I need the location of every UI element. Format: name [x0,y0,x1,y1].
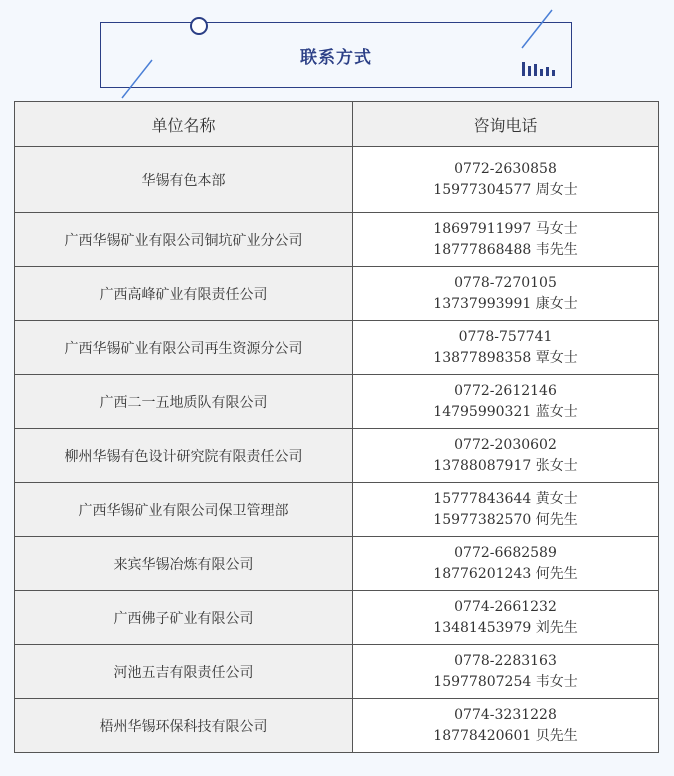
phone-cell [353,483,659,537]
unit-name-cell: 柳州华锡有色设计研究院有限责任公司 [15,429,353,483]
phone-line: 13788087917 张女士 [433,457,578,474]
phone-line: 18777868488 韦先生 [433,241,578,258]
unit-name-cell: 河池五吉有限责任公司 [15,645,353,699]
phone-line: 0774-2661232 [454,598,557,615]
phone-line: 0778-2283163 [454,652,557,669]
phone-line: 18697911997 马女士 [433,220,578,237]
phone-line: 13481453979 刘先生 [433,619,578,636]
unit-name-cell: 广西华锡矿业有限公司铜坑矿业分公司 [15,213,353,267]
phone-cell [353,213,659,267]
table-row [15,213,659,267]
phone-line: 18778420601 贝先生 [433,727,578,744]
unit-name-cell: 华锡有色本部 [15,147,353,213]
phone-line: 0778-7270105 [454,274,557,291]
phone-line: 13877898358 覃女士 [433,349,578,366]
unit-name-cell: 来宾华锡冶炼有限公司 [15,537,353,591]
table-row [15,699,659,753]
decor-line-left [122,60,152,98]
phone-line: 15977807254 韦女士 [433,673,578,690]
phone-cell [353,591,659,645]
phone-cell [353,375,659,429]
table-row [15,537,659,591]
phone-cell [353,429,659,483]
phone-line: 14795990321 蓝女士 [433,403,578,420]
table-row [15,591,659,645]
decor-line-right [522,10,552,48]
table-row [15,645,659,699]
unit-name-cell: 广西佛子矿业有限公司 [15,591,353,645]
phone-line: 18776201243 何先生 [433,565,578,582]
table-row [15,321,659,375]
phone-line: 13737993991 康女士 [433,295,578,312]
phone-line: 0772-2612146 [454,382,557,399]
phone-line: 15977304577 周女士 [433,181,578,198]
header-phone: 咨询电话 [353,102,659,147]
phone-cell [353,645,659,699]
phone-cell [353,699,659,753]
phone-line: 0778-757741 [458,328,553,345]
unit-name-cell: 广西二一五地质队有限公司 [15,375,353,429]
phone-line: 15977382570 何先生 [433,511,578,528]
unit-name-cell: 广西华锡矿业有限公司再生资源分公司 [15,321,353,375]
title-decoration [0,0,674,110]
table-row [15,147,659,213]
unit-name-cell: 梧州华锡环保科技有限公司 [15,699,353,753]
phone-line: 0774-3231228 [454,706,557,723]
header-unit-name: 单位名称 [15,102,353,147]
phone-line: 0772-2030602 [454,436,557,453]
table-row [15,375,659,429]
decor-circle [191,18,207,34]
phone-cell [353,147,659,213]
table-header-row [15,102,659,147]
phone-line: 0772-2630858 [454,160,557,177]
phone-cell [353,267,659,321]
bar-chart-icon [522,58,562,78]
contact-table [14,101,659,753]
phone-cell [353,537,659,591]
page-title: 联系方式 [300,47,372,68]
table-row [15,429,659,483]
unit-name-cell: 广西高峰矿业有限责任公司 [15,267,353,321]
table-row [15,267,659,321]
table-row [15,483,659,537]
phone-line: 0772-6682589 [454,544,557,561]
phone-line: 15777843644 黄女士 [433,490,578,507]
phone-cell [353,321,659,375]
unit-name-cell: 广西华锡矿业有限公司保卫管理部 [15,483,353,537]
